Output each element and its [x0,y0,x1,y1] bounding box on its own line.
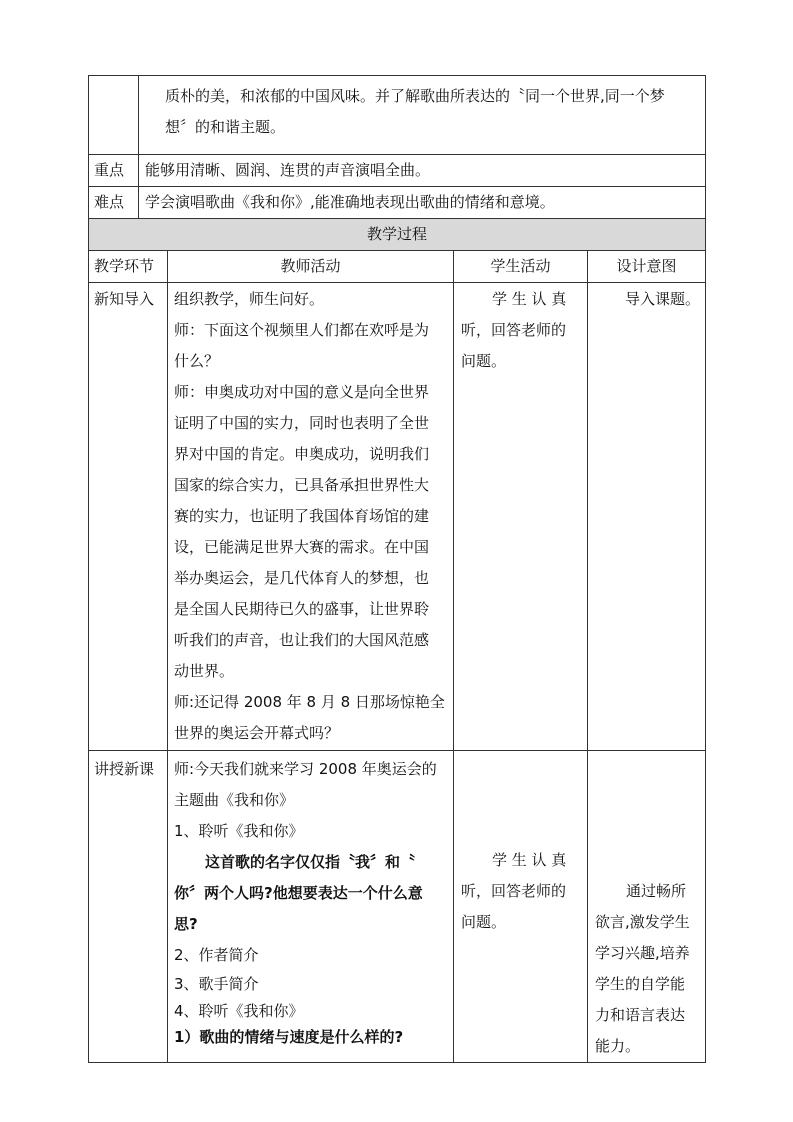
student-line: 问题。 [461,913,507,931]
col-header-teacher: 教师活动 [280,257,341,275]
col-header-student: 学生活动 [490,257,551,275]
teacher-line: 世界的奥运会开幕式吗？ [174,724,340,742]
teacher-line: 国家的综合实力，已具备承担世界性大 [174,476,430,494]
teacher-line: 设，已能满足世界大赛的需求。在中国 [174,538,430,556]
difficulty-label: 难点 [94,193,125,211]
top-row-line: 质朴的美，和浓郁的中国风味。并了解歌曲所表达的〝同一个世界,同一个梦 [165,87,665,105]
teacher-line: 4、聆听《我和你》 [174,1002,304,1020]
teacher-line: 3、歌手简介 [174,975,259,993]
teacher-line: 主题曲《我和你》 [174,791,295,809]
teacher-line: 动世界。 [174,662,235,680]
design-line: 力和语言表达 [595,1006,686,1024]
teacher-line: 师：下面这个视频里人们都在欢呼是为 [174,321,430,339]
teacher-line: 师:今天我们就来学习 2008 年奥运会的 [174,760,437,778]
col-header-design: 设计意图 [616,257,677,275]
teacher-line: 师:还记得 2008 年 8 月 8 日那场惊艳全 [174,693,445,711]
teacher-line: 证明了中国的实力，同时也表明了全世 [174,414,430,432]
key-point-label: 重点 [94,161,125,179]
student-line: 听，回答老师的 [461,882,567,900]
student-line: 听，回答老师的 [461,321,567,339]
teacher-line: 2、作者简介 [174,946,259,964]
process-header: 教学过程 [366,225,427,243]
teacher-line: 师：申奥成功对中国的意义是向全世界 [174,383,430,401]
design-line: 通过畅所 [626,882,687,900]
teacher-line: 是全国人民期待已久的盛事，让世界聆 [174,600,430,618]
stage-cell: 讲授新课 [94,760,155,778]
col-header-stage: 教学环节 [94,257,155,275]
teacher-line: 听我们的声音，也让我们的大国风范感 [174,631,430,649]
key-point-text: 能够用清晰、圆润、连贯的声音演唱全曲。 [145,161,431,179]
difficulty-text: 学会演唱歌曲《我和你》,能准确地表现出歌曲的情绪和意境。 [145,193,555,211]
student-line: 问题。 [461,352,507,370]
teacher-line: 你〞两个人吗?他想要表达一个什么意 [174,884,423,902]
teacher-line: 赛的实力，也证明了我国体育场馆的建 [174,507,430,525]
design-line: 能力。 [595,1037,641,1055]
teacher-line: 什么？ [174,352,220,370]
teacher-line: 举办奥运会，是几代体育人的梦想，也 [174,569,430,587]
top-row-line: 想〞的和谐主题。 [165,118,286,136]
design-line: 学习兴趣,培养 [595,944,690,962]
teacher-line: 这首歌的名字仅仅指〝我〞和〝 [205,853,416,871]
teacher-line: 1）歌曲的情绪与速度是什么样的? [174,1028,404,1046]
teacher-line: 思? [174,915,198,933]
student-line: 学 生 认 真 [492,851,567,869]
teacher-line: 界对中国的肯定。申奥成功，说明我们 [174,445,430,463]
teacher-line: 组织教学，师生问好。 [174,290,325,308]
stage-cell: 新知导入 [94,290,155,308]
design-line: 欲言,激发学生 [595,913,690,931]
design-line: 导入课题。 [625,290,701,308]
design-line: 学生的自学能 [595,975,686,993]
student-line: 学 生 认 真 [492,290,567,308]
teacher-line: 1、聆听《我和你》 [174,822,304,840]
